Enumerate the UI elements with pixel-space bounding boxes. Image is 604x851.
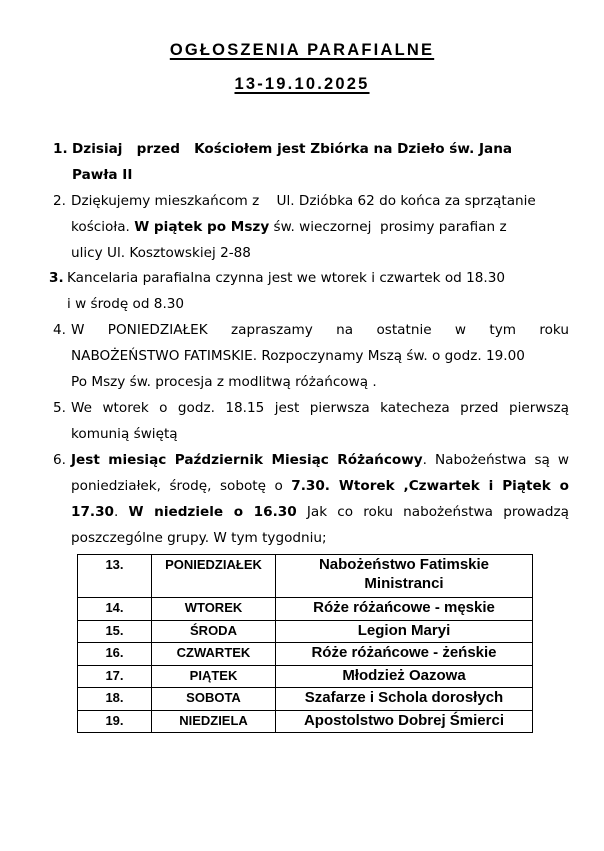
item-text: NABOŻEŃSTWO FATIMSKIE. Rozpoczynamy Mszą św. o godz. 19.00 [71, 348, 525, 364]
weekday-cell: PIĄTEK [152, 665, 276, 688]
table-row [78, 620, 533, 643]
group-cell: Róże różańcowe - żeńskie [276, 643, 533, 666]
item-text-bold: W piątek po Mszy [134, 219, 270, 235]
table-row [78, 643, 533, 666]
item-text: Kancelaria parafialna czynna jest we wtorek i czwartek od 18.30 [67, 270, 506, 286]
page-title-text: OGŁOSZENIA PARAFIALNE [169, 41, 435, 59]
item-text: Dziękujemy mieszkańcom z Ul. Dzióbka 62 do końca za sprzątanie [71, 193, 536, 209]
date-range [0, 75, 604, 94]
day-number-cell: 16. [78, 643, 152, 666]
date-range-text: 13-19.10.2025 [234, 75, 370, 93]
item-text: Pawła II [72, 167, 133, 183]
announcement-2 [53, 188, 573, 266]
item-text-bold: Jest miesiąc Październik Miesiąc Różańcowy [71, 452, 423, 468]
day-number-cell: 13. [78, 555, 152, 598]
table-row [78, 598, 533, 621]
item-text: Po Mszy św. procesja z modlitwą różańcową . [71, 374, 377, 390]
page-title [0, 41, 604, 60]
item-number: 2. [53, 193, 66, 209]
item-text-bold: W niedziele o 16.30 [128, 504, 297, 520]
item-text: poszczególne grupy. W tym tygodniu; [71, 530, 327, 546]
item-text: ulicy Ul. Kosztowskiej 2-88 [71, 245, 251, 261]
group-cell: Apostolstwo Dobrej Śmierci [276, 710, 533, 733]
item-text: poniedziałek, środę, sobotę o [71, 478, 292, 494]
announcement-1 [53, 136, 553, 188]
group-cell [276, 555, 533, 598]
weekly-schedule-table [77, 554, 533, 733]
group-line: Nabożeństwo Fatimskie [318, 556, 490, 573]
announcement-5 [53, 395, 573, 447]
group-cell: Szafarze i Schola dorosłych [276, 688, 533, 711]
item-text-bold: 7.30. Wtorek ,Czwartek i Piątek o [291, 478, 569, 494]
announcement-3 [49, 265, 569, 317]
group-cell: Młodzież Oazowa [276, 665, 533, 688]
weekday-cell: PONIEDZIAŁEK [152, 555, 276, 598]
announcement-4 [53, 317, 573, 395]
item-text: św. wieczornej prosimy parafian z [269, 219, 507, 235]
item-number: 4. [53, 322, 66, 338]
item-text: . [114, 504, 129, 520]
item-text: komunią świętą [71, 426, 178, 442]
item-text: Jak co roku nabożeństwa prowadzą [296, 504, 569, 520]
table-row [78, 555, 533, 598]
day-number-cell: 19. [78, 710, 152, 733]
day-number-cell: 18. [78, 688, 152, 711]
item-text: Dzisiaj przed Kościołem jest Zbiórka na Dzieło św. Jana [72, 141, 513, 157]
day-number-cell: 14. [78, 598, 152, 621]
group-cell: Legion Maryi [276, 620, 533, 643]
weekday-cell: NIEDZIELA [152, 710, 276, 733]
weekday-cell: ŚRODA [152, 620, 276, 643]
item-number: 3. [49, 270, 64, 286]
weekday-cell: SOBOTA [152, 688, 276, 711]
item-text: i w środę od 8.30 [67, 296, 185, 312]
item-text: . Nabożeństwa są w [422, 452, 569, 468]
table-row [78, 665, 533, 688]
group-line: Ministranci [364, 575, 444, 592]
item-text-bold: 17.30 [71, 504, 114, 520]
item-text: We wtorek o godz. 18.15 jest pierwsza katecheza przed pierwszą [71, 400, 569, 416]
item-text: kościoła. [71, 219, 135, 235]
announcement-6 [53, 447, 573, 551]
table-row [78, 688, 533, 711]
day-number-cell: 15. [78, 620, 152, 643]
group-cell: Róże różańcowe - męskie [276, 598, 533, 621]
weekday-cell: CZWARTEK [152, 643, 276, 666]
item-number: 1. [53, 141, 68, 157]
weekday-cell: WTOREK [152, 598, 276, 621]
item-number: 6. [53, 452, 66, 468]
item-text: W PONIEDZIAŁEK zapraszamy na ostatnie w tym roku [71, 322, 569, 338]
day-number-cell: 17. [78, 665, 152, 688]
item-number: 5. [53, 400, 66, 416]
table-row [78, 710, 533, 733]
